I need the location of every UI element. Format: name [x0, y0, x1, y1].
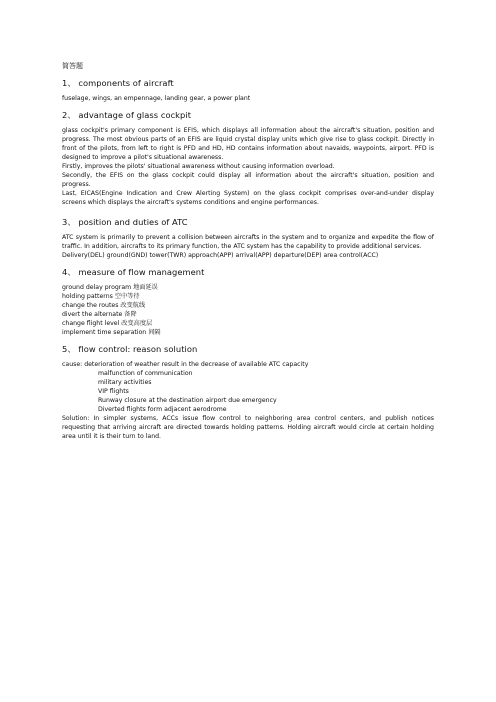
- flow-measure-item: change the routes 改变航线: [62, 302, 146, 309]
- flow-measure-item: divert the alternate 备降: [62, 311, 137, 318]
- section-3-paragraph: ATC system is primarily to prevent a collision between aircrafts in the system and to organize and expedite the flow of traffic. In addition, aircrafts to its primary function, the ATC system has the capability to provide additional services.: [62, 234, 434, 250]
- section-2-paragraph: Secondly, the EFIS on the glass cockpit could display all information about the aircraft's situation, position and progress.: [62, 172, 434, 188]
- section-1-text: fuselage, wings, an empennage, landing gear, a power plant: [62, 95, 251, 102]
- section-3-paragraph: Delivery(DEL) ground(GND) tower(TWR) approach(APP) arrival(APP) departure(DEP) area control(ACC): [62, 252, 379, 259]
- cause-item: Runway closure at the destination airport due emergency: [98, 397, 277, 404]
- flow-measure-item: holding patterns 空中等待: [62, 293, 140, 300]
- cause-item: VIP flights: [98, 388, 129, 395]
- cause-item: Diverted flights form adjacent aerodrome: [98, 406, 227, 413]
- section-1-heading: 1、 components of aircraft: [62, 78, 174, 88]
- section-5-heading: 5、 flow control: reason solution: [62, 344, 198, 354]
- section-2-paragraph: glass cockpit's primary component is EFIS, which displays all information about the aircraft's situation, position and progress. The most obvious parts of an EFIS are liquid crystal display units which give rise to glass cockpit. Directly in front of the pilots, from left to right is PFD and HD, HD contains information about navaids, waypoints, airport. PFD is designed to improve a pilot's situational awareness.: [62, 127, 434, 161]
- document-body: [62, 62, 434, 441]
- document-title: 简答题: [62, 62, 83, 70]
- section-3-heading: 3、 position and duties of ATC: [62, 217, 188, 227]
- section-4-heading: 4、 measure of flow management: [62, 267, 205, 277]
- flow-measure-item: ground delay program 地面延误: [62, 284, 158, 291]
- cause-item: malfunction of communication: [98, 370, 193, 377]
- cause-item: military activities: [98, 379, 152, 386]
- cause-line: cause: deterioration of weather result in the decrease of available ATC capacity: [62, 361, 309, 368]
- flow-measure-item: change flight level 改变高度层: [62, 320, 153, 327]
- solution-paragraph: Solution: In simpler systems, ACCs issue flow control to neighboring area control centers, and publish notices requesting that arriving aircraft are directed towards holding patterns. Holding aircraft would circle at certain holding area until it is their turn to land.: [62, 415, 434, 440]
- flow-measure-item: implement time separation 间隔: [62, 329, 161, 336]
- section-2-heading: 2、 advantage of glass cockpit: [62, 110, 192, 120]
- section-2-paragraph: Firstly, improves the pilots' situational awareness without causing information overload.: [62, 163, 335, 170]
- section-2-paragraph: Last, EICAS(Engine Indication and Crew Alerting System) on the glass cockpit comprises over-and-under display screens which displays the aircraft's systems conditions and engine performances.: [62, 190, 434, 206]
